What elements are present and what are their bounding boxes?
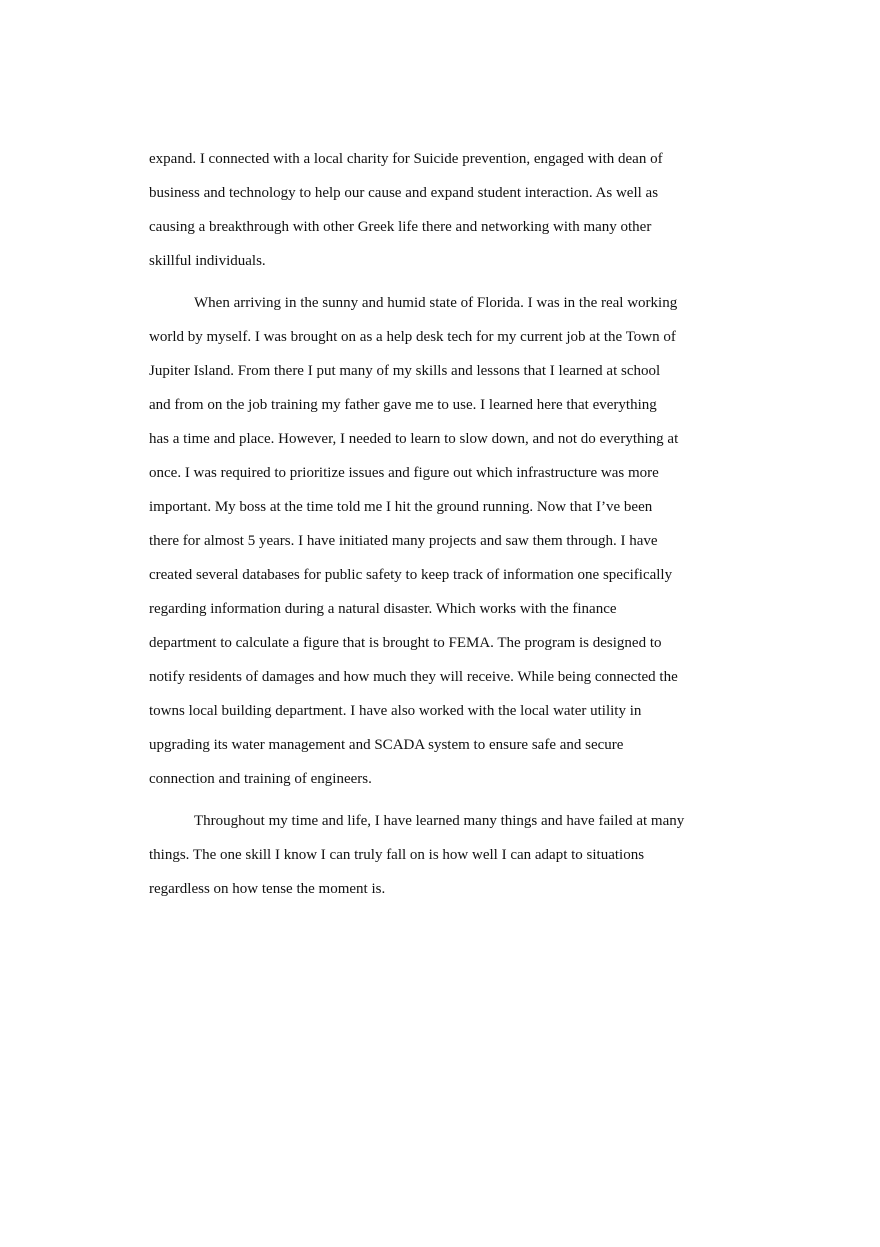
paragraph-line: has a time and place. However, I needed to learn to slow down, and not do everything at — [149, 431, 679, 447]
paragraph-line: causing a breakthrough with other Greek life there and networking with many other — [149, 219, 652, 235]
paragraph-line: connection and training of engineers. — [149, 771, 372, 787]
paragraph-line: towns local building department. I have also worked with the local water utility in — [149, 703, 642, 719]
paragraph-line: skillful individuals. — [149, 253, 266, 269]
paragraph-line: department to calculate a figure that is brought to FEMA. The program is designed to — [149, 635, 662, 651]
paragraph-line: upgrading its water management and SCADA system to ensure safe and secure — [149, 737, 624, 753]
paragraph-2 — [149, 290, 689, 800]
paragraph-line: When arriving in the sunny and humid state of Florida. I was in the real working — [194, 295, 678, 311]
paragraph-line: regarding information during a natural disaster. Which works with the finance — [149, 601, 617, 617]
paragraph-line: important. My boss at the time told me I hit the ground running. Now that I’ve been — [149, 499, 653, 515]
paragraph-line: created several databases for public safety to keep track of information one specifically — [149, 567, 673, 583]
paragraph-line: Jupiter Island. From there I put many of my skills and lessons that I learned at school — [149, 363, 661, 379]
paragraph-spacer — [149, 282, 689, 290]
paragraph-3 — [149, 808, 689, 910]
paragraph-spacer — [149, 800, 689, 808]
paragraph-line: things. The one skill I know I can truly fall on is how well I can adapt to situations — [149, 847, 645, 863]
paragraph-line: notify residents of damages and how much they will receive. While being connected the — [149, 669, 678, 685]
paragraph-line: business and technology to help our cause and expand student interaction. As well as — [149, 185, 659, 201]
document-body — [149, 146, 689, 910]
paragraph-1 — [149, 146, 689, 282]
paragraph-line: regardless on how tense the moment is. — [149, 881, 386, 897]
paragraph-line: Throughout my time and life, I have learned many things and have failed at many — [194, 813, 685, 829]
paragraph-line: world by myself. I was brought on as a help desk tech for my current job at the Town of — [149, 329, 676, 345]
paragraph-line: and from on the job training my father gave me to use. I learned here that everything — [149, 397, 657, 413]
paragraph-line: there for almost 5 years. I have initiated many projects and saw them through. I have — [149, 533, 658, 549]
paragraph-line: once. I was required to prioritize issues and figure out which infrastructure was more — [149, 465, 659, 481]
paragraph-line: expand. I connected with a local charity for Suicide prevention, engaged with dean of — [149, 151, 663, 167]
